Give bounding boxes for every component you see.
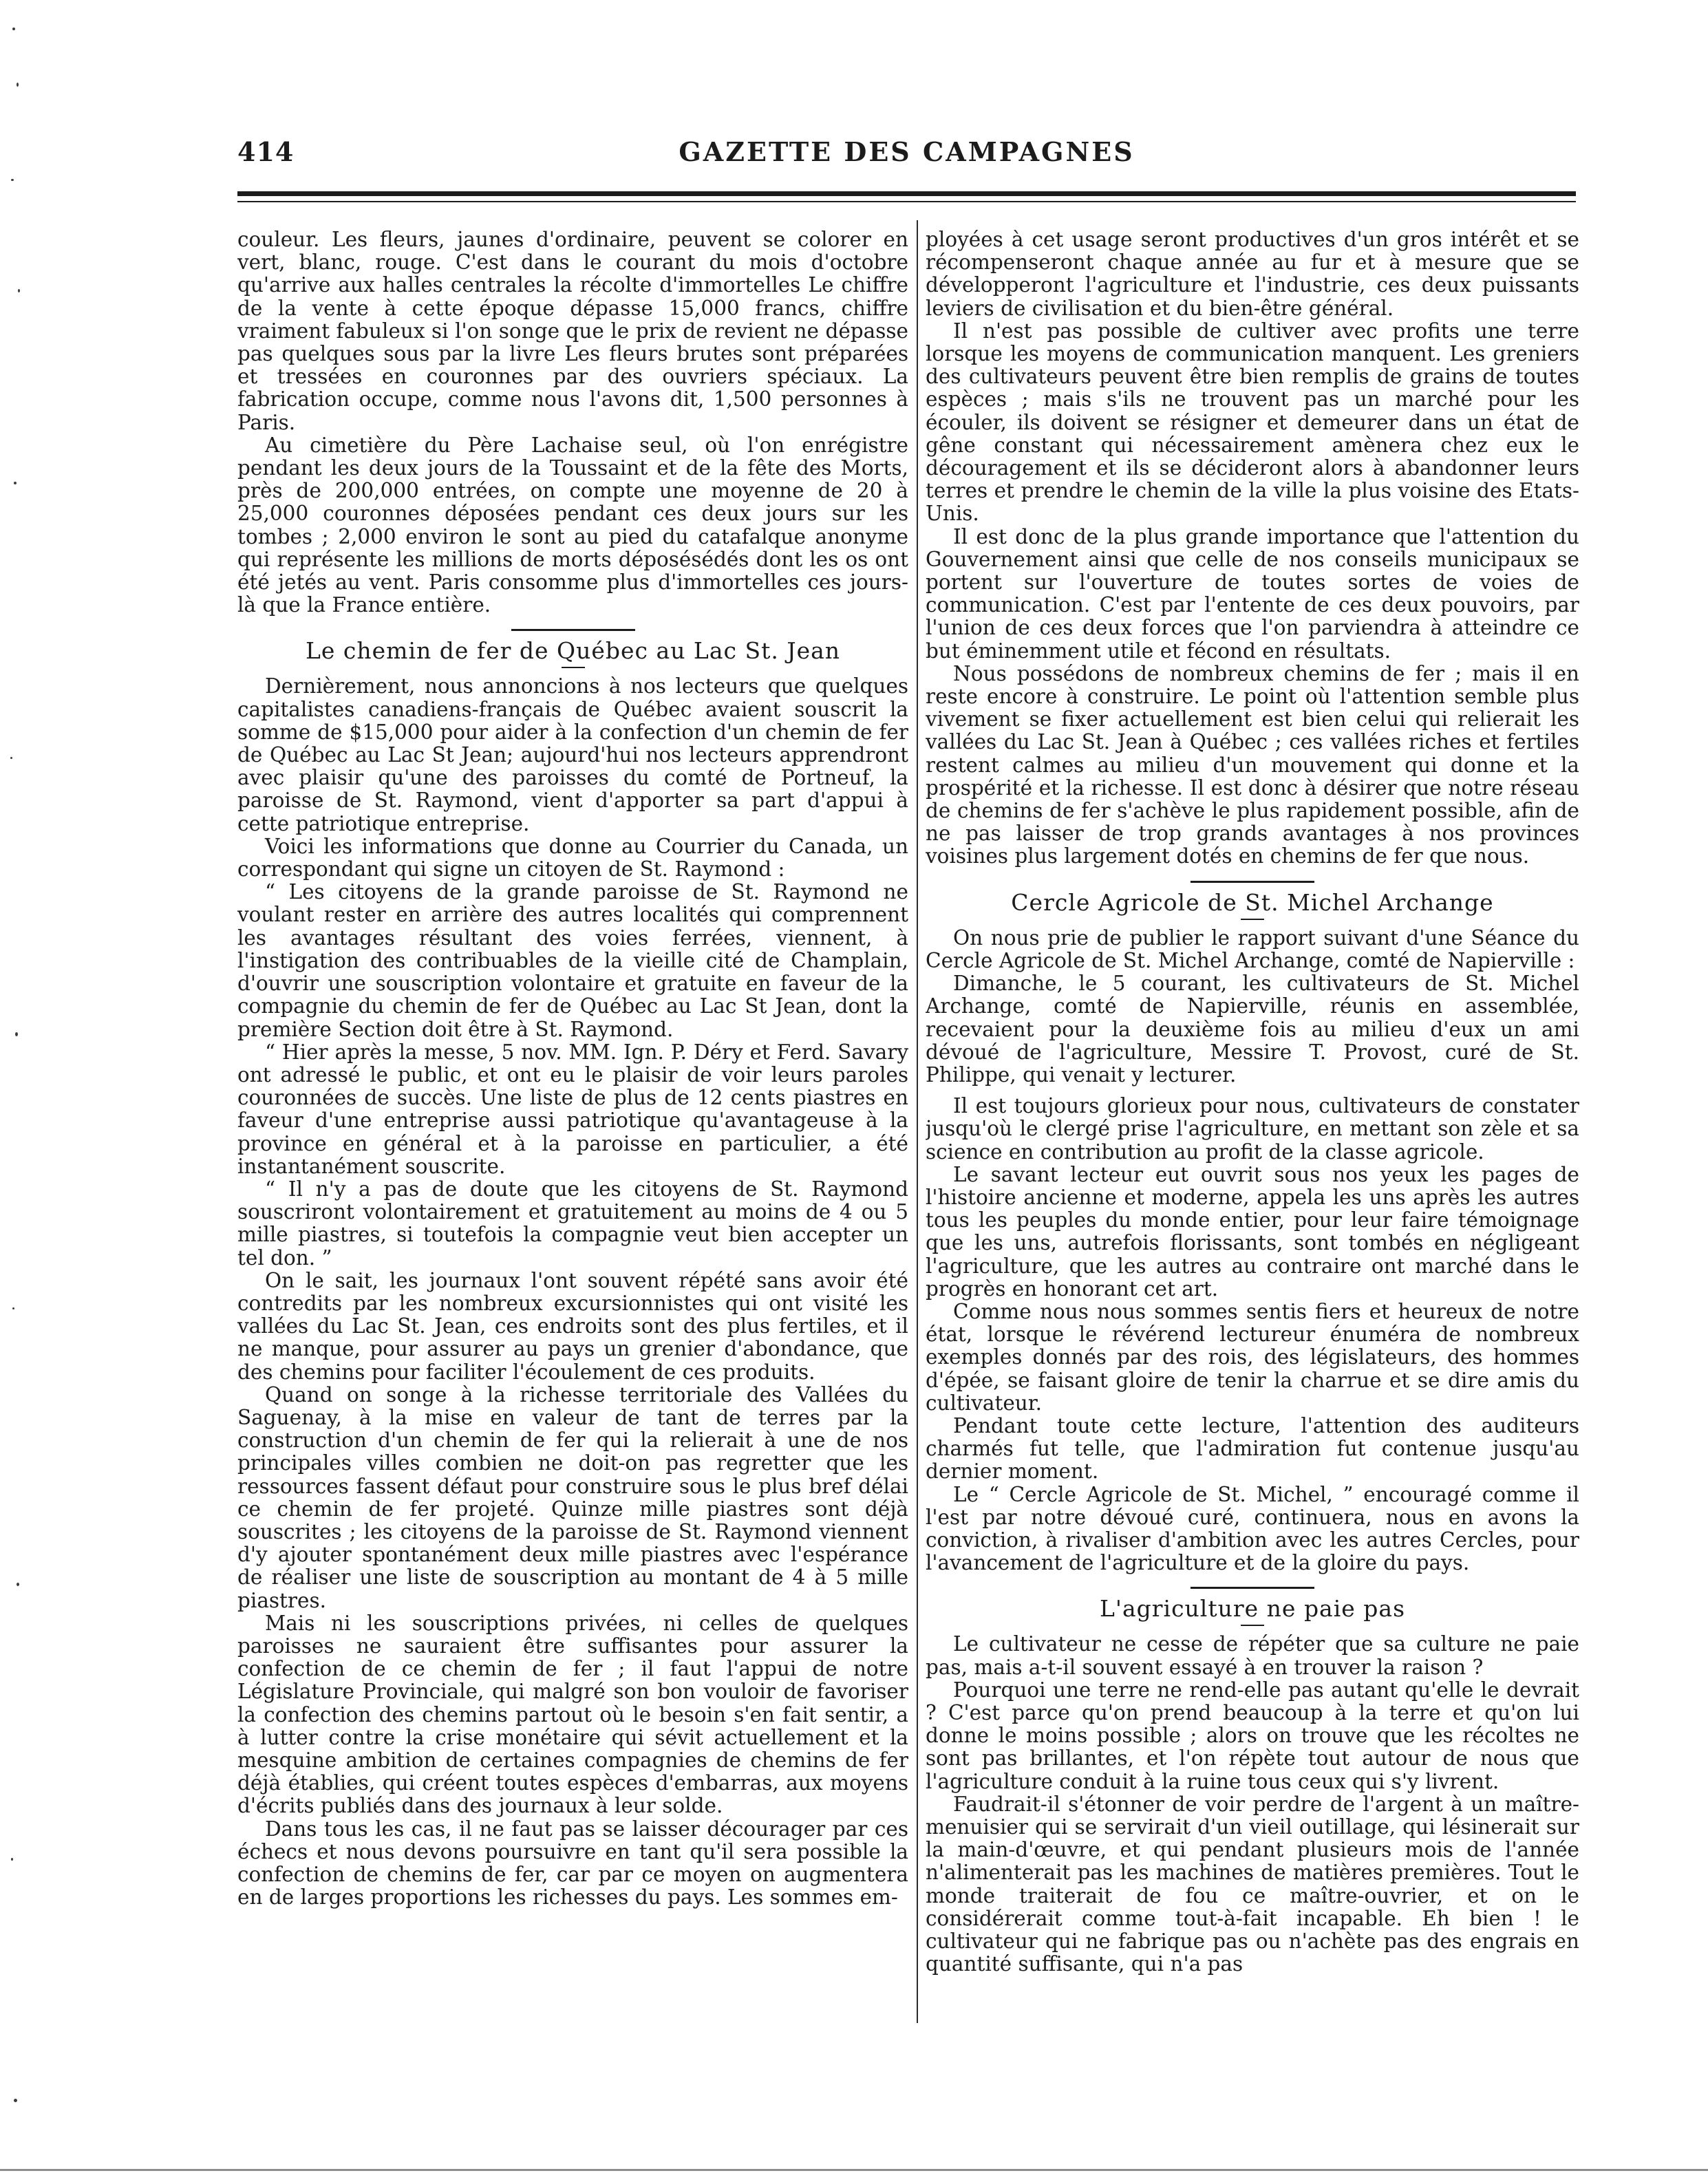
paragraph: Il n'est pas possible de cultiver avec profits une terre lorsque les moyens de communication manquent. Les greniers des cultivateurs peuvent être bien remplis de grains de toutes espèces ; mais s'ils ne trouvent pas un marché pour les écouler, ils doivent se résigner et demeurer dans un état de gêne constant qui nécessairement amènera chez eux le découragement et ils se décideront alors à abandonner leurs terres et prendre le chemin de la ville la plus voisine des Etats-Unis. — [926, 319, 1579, 526]
paragraph: Le cultivateur ne cesse de répéter que sa culture ne paie pas, mais a-t-il souvent essayé à en trouver la raison ? — [926, 1632, 1579, 1679]
paragraph: Le savant lecteur eut ouvrit sous nos yeux les pages de l'histoire ancienne et moderne, appela les uns après les autres tous les peuples du monde entier, pour leur faire témoignage que les uns, autrefois florissants, sont tombés en négligeant l'agriculture, que les autres au contraire ont marché dans le progrès en honorant cet art. — [926, 1162, 1579, 1301]
article-heading: L'agriculture ne paie pas — [1099, 1595, 1406, 1623]
quoted-paragraph: “ Les citoyens de la grande paroisse de St. Raymond ne voulant rester en arrière des autres localités qui comprennent les avantages résultant des voies ferrées, viennent, à l'instigation des contribuables de la vieille cité de Champlain, d'ouvrir une souscription volontaire et gratuite en faveur de la compagnie du chemin de fer de Québec au Lac St Jean, dont la première Section doit être à St. Raymond. — [237, 880, 908, 1041]
paragraph: Au cimetière du Père Lachaise seul, où l'on enrégistre pendant les deux jours de la Toussaint et de la fête des Morts, près de 200,000 entrées, on compte une moyenne de 20 à 25,000 couronnes déposées pendant ces deux jours sur les tombes ; 2,000 environ le sont au pied du catafalque anonyme qui représente les millions de morts déposésédés dont les os ont été jetés au vent. Paris consomme plus d'immortelles ces jours-là que la France entière. — [237, 433, 908, 617]
page-edge-specks — [7, 0, 28, 2182]
right-column — [926, 228, 1579, 2004]
heading-ornament — [1241, 1625, 1264, 1626]
section-separator — [1191, 1587, 1314, 1589]
page-header — [237, 136, 1576, 178]
paragraph: Dernièrement, nous annoncions à nos lecteurs que quelques capitalistes canadiens-français de Québec avaient souscrit la somme de $15,000 pour aider à la confection d'un chemin de fer de Québec au Lac St Jean; aujourd'hui nos lecteurs apprendront avec plaisir qu'une des paroisses du comté de Portneuf, la paroisse de St. Raymond, vient d'apporter sa part d'appui à cette patriotique entreprise. — [237, 674, 908, 835]
header-rule-thick — [237, 191, 1576, 196]
journal-title: GAZETTE DES CAMPAGNES — [679, 136, 1135, 167]
paragraph: couleur. Les fleurs, jaunes d'ordinaire, peuvent se colorer en vert, blanc, rouge. C'est dans le courant du mois d'octobre qu'arrive aux halles centrales la récolte d'immortelles Le chiffre de la vente à cette époque dépasse 15,000 francs, chiffre vraiment fabuleux si l'on songe que le prix de revient ne dépasse pas quelques sous par la livre Les fleurs brutes sont préparées et tressées en couronnes par des ouvriers spéciaux. La fabrication occupe, comme nous l'avons dit, 1,500 personnes à Paris. — [237, 228, 908, 434]
paragraph: Pourquoi une terre ne rend-elle pas autant qu'elle le devrait ? C'est parce qu'on prend beaucoup à la terre et qu'on lui donne le moins possible ; alors on trouve que les récoltes ne sont pas brillantes, et l'on répète tout autour de nous que l'agriculture conduit à la ruine tous ceux qui s'y livrent. — [926, 1678, 1579, 1793]
paragraph: On nous prie de publier le rapport suivant d'une Séance du Cercle Agricole de St. Michel Archange, comté de Napierville : — [926, 926, 1579, 972]
paragraph: Comme nous nous sommes sentis fiers et heureux de notre état, lorsque le révérend lectureur énuméra de nombreux exemples donnés par des rois, des législateurs, des hommes d'épée, se faisant gloire de tenir la charrue et se dire amis du cultivateur. — [926, 1299, 1579, 1415]
heading-ornament — [1241, 919, 1264, 920]
article-heading: Cercle Agricole de St. Michel Archange — [1011, 888, 1494, 916]
paragraph: Faudrait-il s'étonner de voir perdre de l'argent à un maître-menuisier qui se servirait d'un vieil outillage, qui lésinerait sur la main-d'œuvre, et qui pendant plusieurs mois de l'année n'alimenterait pas les machines de matières premières. Tout le monde traiterait de fou ce maître-ouvrier, et on le considérerait comme tout-à-fait incapable. Eh bien ! le cultivateur qui ne fabrique pas ou n'achète pas des engrais en quantité suffisante, qui n'a pas — [926, 1792, 1579, 1976]
paragraph: Il est toujours glorieux pour nous, cultivateurs de constater jusqu'où le clergé prise l'agriculture, en mettant son zèle et sa science en contribution au profit de la classe agricole. — [926, 1094, 1579, 1164]
heading-ornament — [562, 667, 585, 668]
paragraph: Pendant toute cette lecture, l'attention des auditeurs charmés fut telle, que l'admiration fut contenue jusqu'au dernier moment. — [926, 1413, 1579, 1484]
paragraph: Quand on songe à la richesse territoriale des Vallées du Saguenay, à la mise en valeur de tant de terres par la construction d'un chemin de fer qui la relierait à une de nos principales villes combien ne doit-on pas regretter que les ressources fassent défaut pour construire sous le plus bref délai ce chemin de fer projeté. Quinze mille piastres sont déjà souscrites ; les citoyens de la paroisse de St. Raymond viennent d'y ajouter spontanément deux mille piastres avec l'espérance de réaliser une liste de souscription au montant de 4 à 5 mille piastres. — [237, 1382, 908, 1612]
paragraph: Dans tous les cas, il ne faut pas se laisser décourager par ces échecs et nous devons poursuivre en tant qu'il sera possible la confection de chemins de fer, car par ce moyen on augmentera en de larges proportions les richesses du pays. Les sommes em- — [237, 1817, 908, 1910]
quoted-paragraph: “ Il n'y a pas de doute que les citoyens de St. Raymond souscriront volontairement et gratuitement au moins de 4 ou 5 mille piastres, si toutefois la compagnie veut bien accepter un tel don. ” — [237, 1177, 908, 1270]
paragraph: Dimanche, le 5 courant, les cultivateurs de St. Michel Archange, comté de Napierville, réunis en assemblée, recevaient pour la deuxième fois au milieu d'eux un ami dévoué de l'agriculture, Messire T. Provost, curé de St. Philippe, qui venait y lecturer. — [926, 972, 1579, 1087]
page-number: 414 — [237, 136, 295, 167]
paragraph: ployées à cet usage seront productives d'un gros intérêt et se récompenseront chaque année au fur et à mesure que se développeront l'agriculture et l'industrie, ces deux puissants leviers de civilisation et du bien-être général. — [926, 228, 1579, 320]
paragraph: On le sait, les journaux l'ont souvent répété sans avoir été contredits par les nombreux excursionnistes qui ont visité les vallées du Lac St. Jean, ces endroits sont des plus fertiles, et il ne manque, pour assurer au pays un grenier d'abondance, que des chemins pour faciliter l'écoulement de ces produits. — [237, 1268, 908, 1384]
page-bottom-edge — [0, 2169, 1708, 2171]
column-divider — [917, 220, 918, 2023]
section-separator — [511, 629, 635, 631]
header-rule-thin — [237, 201, 1576, 202]
paragraph: Il est donc de la plus grande importance que l'attention du Gouvernement ainsi que celle de nos conseils municipaux se portent sur l'ouverture de toutes sortes de voies de communication. C'est par l'entente de ces deux pouvoirs, par l'union de ces deux forces que l'on parviendra à atteindre ce but éminemment utile et fécond en résultats. — [926, 524, 1579, 663]
paragraph: Le “ Cercle Agricole de St. Michel, ” encouragé comme il l'est par notre dévoué curé, continuera, nous en avons la conviction, à rivaliser d'ambition avec les autres Cercles, pour l'avancement de l'agriculture et de la gloire du pays. — [926, 1482, 1579, 1575]
paragraph: Voici les informations que donne au Courrier du Canada, un correspondant qui signe un citoyen de St. Raymond : — [237, 834, 908, 881]
paragraph: Nous possédons de nombreux chemins de fer ; mais il en reste encore à construire. Le point où l'attention semble plus vivement se fixer actuellement est bien celui qui relierait les vallées du Lac St. Jean à Québec ; ces vallées riches et fertiles restent calmes au milieu d'un mouvement qui donne et la prospérité et la richesse. Il est donc à désirer que notre réseau de chemins de fer s'achève le plus rapidement possible, afin de ne pas laisser de trop grands avantages à nos provinces voisines plus largement dotés en chemins de fer que nous. — [926, 661, 1579, 868]
article-heading: Le chemin de fer de Québec au Lac St. Jean — [305, 637, 841, 665]
paragraph: Mais ni les souscriptions privées, ni celles de quelques paroisses ne sauraient être suffisantes pour assurer la confection de ce chemin de fer ; il faut l'appui de notre Législature Provinciale, qui malgré son bon vouloir de favoriser la confection des chemins partout où le besoin s'en fait sentir, a à lutter contre la crise monétaire qui sévit actuellement et la mesquine ambition de certaines compagnies de chemins de fer déjà établies, qui créent toutes espèces d'embarras, aux moyens d'écrits publiés dans des journaux à leur solde. — [237, 1611, 908, 1818]
left-column — [237, 228, 908, 2004]
quoted-paragraph: “ Hier après la messe, 5 nov. MM. Ign. P. Déry et Ferd. Savary ont adressé le public, et ont eu le plaisir de voir leurs paroles couronnées de succès. Une liste de plus de 12 cents piastres en faveur d'une entreprise aussi patriotique qu'avantageuse à la province en général et à la paroisse en particulier, a été instantanément souscrite. — [237, 1040, 908, 1178]
section-separator — [1191, 881, 1314, 883]
